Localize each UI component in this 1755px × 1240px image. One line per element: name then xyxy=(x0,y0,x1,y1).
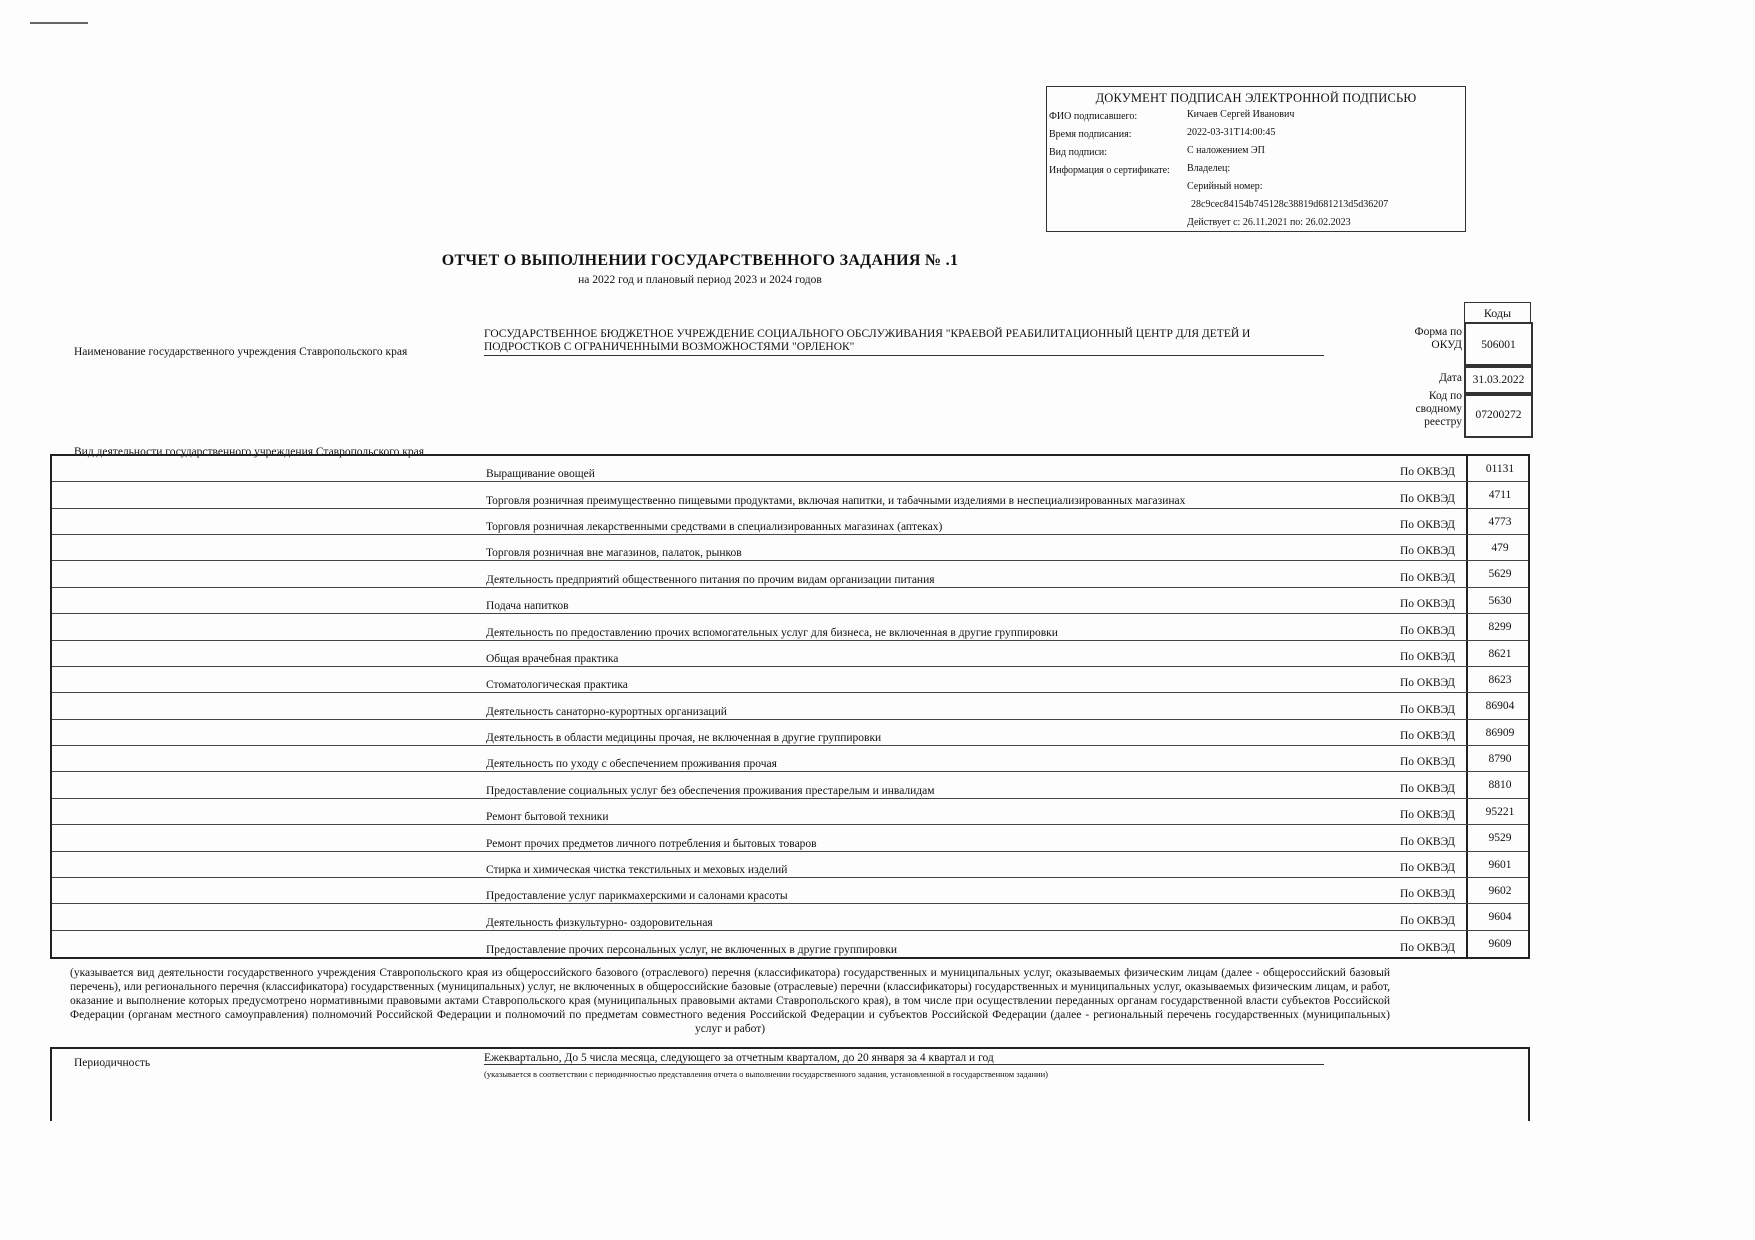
table-row xyxy=(52,878,1528,904)
table-row xyxy=(52,641,1528,667)
table-row xyxy=(52,667,1528,693)
okved-code: 8790 xyxy=(1466,746,1532,771)
table-row xyxy=(52,509,1528,535)
activity-name: Подача напитков xyxy=(486,600,569,613)
sign-time-label: Время подписания: xyxy=(1049,129,1132,140)
table-row xyxy=(52,772,1528,798)
activity-name: Выращивание овощей xyxy=(486,468,595,481)
table-row xyxy=(52,720,1528,746)
table-row xyxy=(52,561,1528,587)
activity-name: Торговля розничная вне магазинов, палаток, рынков xyxy=(486,547,742,560)
activity-name: Общая врачебная практика xyxy=(486,652,619,665)
okved-label: По ОКВЭД xyxy=(1399,782,1455,795)
okved-label: По ОКВЭД xyxy=(1399,571,1455,584)
periodicity-hint: (указывается в соответствии с периодичностью представления отчета о выполнении государственного задания, установленной в государственном задании) xyxy=(484,1069,1048,1079)
cert-owner-label: Владелец: xyxy=(1187,163,1231,174)
date-label: Дата xyxy=(1439,372,1462,384)
activity-name: Стирка и химическая чистка текстильных и меховых изделий xyxy=(486,863,788,876)
okved-code: 9604 xyxy=(1466,904,1532,929)
okud-code: 506001 xyxy=(1464,322,1533,368)
activity-name: Предоставление прочих персональных услуг, не включенных в другие группировки xyxy=(486,943,897,956)
organization-name: ГОСУДАРСТВЕННОЕ БЮДЖЕТНОЕ УЧРЕЖДЕНИЕ СОЦИАЛЬНОГО ОБСЛУЖИВАНИЯ "КРАЕВОЙ РЕАБИЛИТАЦИОННЫЙ ЦЕНТР ДЛЯ ДЕТЕЙ И ПОДРОСТКОВ С ОГРАНИЧЕННЫМИ ВОЗМОЖНОСТЯМИ "ОРЛЕНОК" xyxy=(484,328,1324,356)
okved-label: По ОКВЭД xyxy=(1399,519,1455,532)
table-row xyxy=(52,456,1528,482)
okved-code: 9609 xyxy=(1466,931,1532,957)
periodicity-label: Периодичность xyxy=(74,1057,151,1069)
activity-name: Деятельность по уходу с обеспечением проживания прочая xyxy=(486,758,777,771)
activities-table xyxy=(50,454,1530,959)
okved-code: 5630 xyxy=(1466,588,1532,613)
table-row xyxy=(52,588,1528,614)
activity-label: Вид деятельности государственного учреждения Ставропольского края xyxy=(74,446,424,458)
scan-mark xyxy=(30,22,88,24)
activity-note: (указывается вид деятельности государственного учреждения Ставропольского края из общероссийского базового (отраслевого) перечня (классификатора) государственных и муниципальных услуг, оказываемых физическим лицам (далее - общероссийский базовый перечень), или регионального перечня (классификатора) государственных (муниципальных) услуг, не включенных в общероссийские базовые (отраслевые) перечни (классификаторы) государственных и муниципальных услуг, оказываемых физическим лицам, и работ, оказание и выполнение которых предусмотрено нормативными правовыми актами Ставропольского края (муниципальных правовыми актами Ставропольского края), в том числе при осуществлении переданных органам государственной власти субъектов Российской Федерации (органам местного самоуправления) полномочий Российской Федерации и полномочий по предметам совместного ведения Российской Федерации и субъектов Российской Федерации (далее - региональный перечень государственных (муниципальных) услуг и работ) xyxy=(70,967,1390,1035)
table-row xyxy=(52,693,1528,719)
table-row xyxy=(52,482,1528,508)
signer-value: Кичаев Сергей Иванович xyxy=(1187,109,1295,120)
okved-label: По ОКВЭД xyxy=(1399,888,1455,901)
sign-type-label: Вид подписи: xyxy=(1049,147,1108,158)
periodicity-value: Ежеквартально, До 5 числа месяца, следующего за отчетным кварталом, до 20 января за 4 квартал и год xyxy=(484,1052,1324,1065)
okved-code: 8621 xyxy=(1466,641,1532,666)
okved-code: 95221 xyxy=(1466,799,1532,824)
sign-time-value: 2022-03-31T14:00:45 xyxy=(1187,127,1276,138)
okved-code: 479 xyxy=(1466,535,1532,560)
activity-name: Деятельность санаторно-курортных организаций xyxy=(486,705,727,718)
okved-label: По ОКВЭД xyxy=(1399,861,1455,874)
report-title: ОТЧЕТ О ВЫПОЛНЕНИИ ГОСУДАРСТВЕННОГО ЗАДАНИЯ № .1 xyxy=(441,252,959,269)
activity-name: Стоматологическая практика xyxy=(486,679,628,692)
cert-info-label: Информация о сертификате: xyxy=(1049,165,1170,176)
table-row xyxy=(52,535,1528,561)
okved-label: По ОКВЭД xyxy=(1399,835,1455,848)
okved-label: По ОКВЭД xyxy=(1399,677,1455,690)
okved-label: По ОКВЭД xyxy=(1399,914,1455,927)
okved-label: По ОКВЭД xyxy=(1399,624,1455,637)
signature-stamp xyxy=(1046,86,1466,232)
okved-code: 01131 xyxy=(1466,456,1532,481)
signature-title: ДОКУМЕНТ ПОДПИСАН ЭЛЕКТРОННОЙ ПОДПИСЬЮ xyxy=(1095,91,1417,105)
okved-label: По ОКВЭД xyxy=(1399,730,1455,743)
okud-label: Форма по ОКУД xyxy=(1414,326,1462,351)
signer-label: ФИО подписавшего: xyxy=(1049,111,1138,122)
registry-label: Код по сводному реестру xyxy=(1415,390,1462,428)
okved-label: По ОКВЭД xyxy=(1399,598,1455,611)
activity-name: Торговля розничная преимущественно пищевыми продуктами, включая напитки, и табачными изделиями в неспециализированных магазинах xyxy=(486,494,1186,507)
okved-code: 4773 xyxy=(1466,509,1532,534)
okved-code: 9529 xyxy=(1466,825,1532,850)
okved-code: 5629 xyxy=(1466,561,1532,586)
okved-code: 9601 xyxy=(1466,852,1532,877)
okved-code: 8623 xyxy=(1466,667,1532,692)
organization-label: Наименование государственного учреждения Ставропольского края xyxy=(74,346,408,358)
okved-code: 8299 xyxy=(1466,614,1532,639)
okved-label: По ОКВЭД xyxy=(1399,545,1455,558)
cert-validity: Действует с: 26.11.2021 по: 26.02.2023 xyxy=(1187,217,1351,228)
serial-label: Серийный номер: xyxy=(1187,181,1263,192)
okved-label: По ОКВЭД xyxy=(1399,703,1455,716)
okved-label: По ОКВЭД xyxy=(1399,941,1455,954)
okved-code: 4711 xyxy=(1466,482,1532,507)
report-subtitle: на 2022 год и плановый период 2023 и 2024 годов xyxy=(578,274,822,286)
activity-name: Деятельность по предоставлению прочих вспомогательных услуг для бизнеса, не включенная в другие группировки xyxy=(486,626,1058,639)
table-row xyxy=(52,614,1528,640)
serial-value: 28c9cec84154b745128c38819d681213d5d36207 xyxy=(1191,199,1389,210)
table-row xyxy=(52,746,1528,772)
table-row xyxy=(52,799,1528,825)
activity-name: Ремонт прочих предметов личного потребления и бытовых товаров xyxy=(486,837,817,850)
okved-label: По ОКВЭД xyxy=(1399,756,1455,769)
activity-name: Деятельность в области медицины прочая, не включенная в другие группировки xyxy=(486,732,882,745)
okved-code: 86909 xyxy=(1466,720,1532,745)
activity-name: Деятельность физкультурно- оздоровительная xyxy=(486,916,713,929)
okved-code: 8810 xyxy=(1466,772,1532,797)
activity-name: Предоставление социальных услуг без обеспечения проживания престарелым и инвалидам xyxy=(486,784,935,797)
okved-label: По ОКВЭД xyxy=(1399,809,1455,822)
codes-header: Коды xyxy=(1464,302,1531,324)
sign-type-value: С наложением ЭП xyxy=(1187,145,1265,156)
table-row xyxy=(52,904,1528,930)
activity-name: Ремонт бытовой техники xyxy=(486,811,609,824)
okved-code: 9602 xyxy=(1466,878,1532,903)
table-row xyxy=(52,852,1528,878)
table-row xyxy=(52,825,1528,851)
okved-code: 86904 xyxy=(1466,693,1532,718)
date-code: 31.03.2022 xyxy=(1464,364,1533,396)
table-row xyxy=(52,931,1528,957)
okved-label: По ОКВЭД xyxy=(1399,492,1455,505)
activity-name: Торговля розничная лекарственными средствами в специализированных магазинах (аптеках) xyxy=(486,521,943,534)
registry-code: 07200272 xyxy=(1464,392,1533,438)
activity-name: Предоставление услуг парикмахерскими и салонами красоты xyxy=(486,890,788,903)
okved-label: По ОКВЭД xyxy=(1399,650,1455,663)
activity-name: Деятельность предприятий общественного питания по прочим видам организации питания xyxy=(486,573,935,586)
okved-label: По ОКВЭД xyxy=(1399,466,1455,479)
